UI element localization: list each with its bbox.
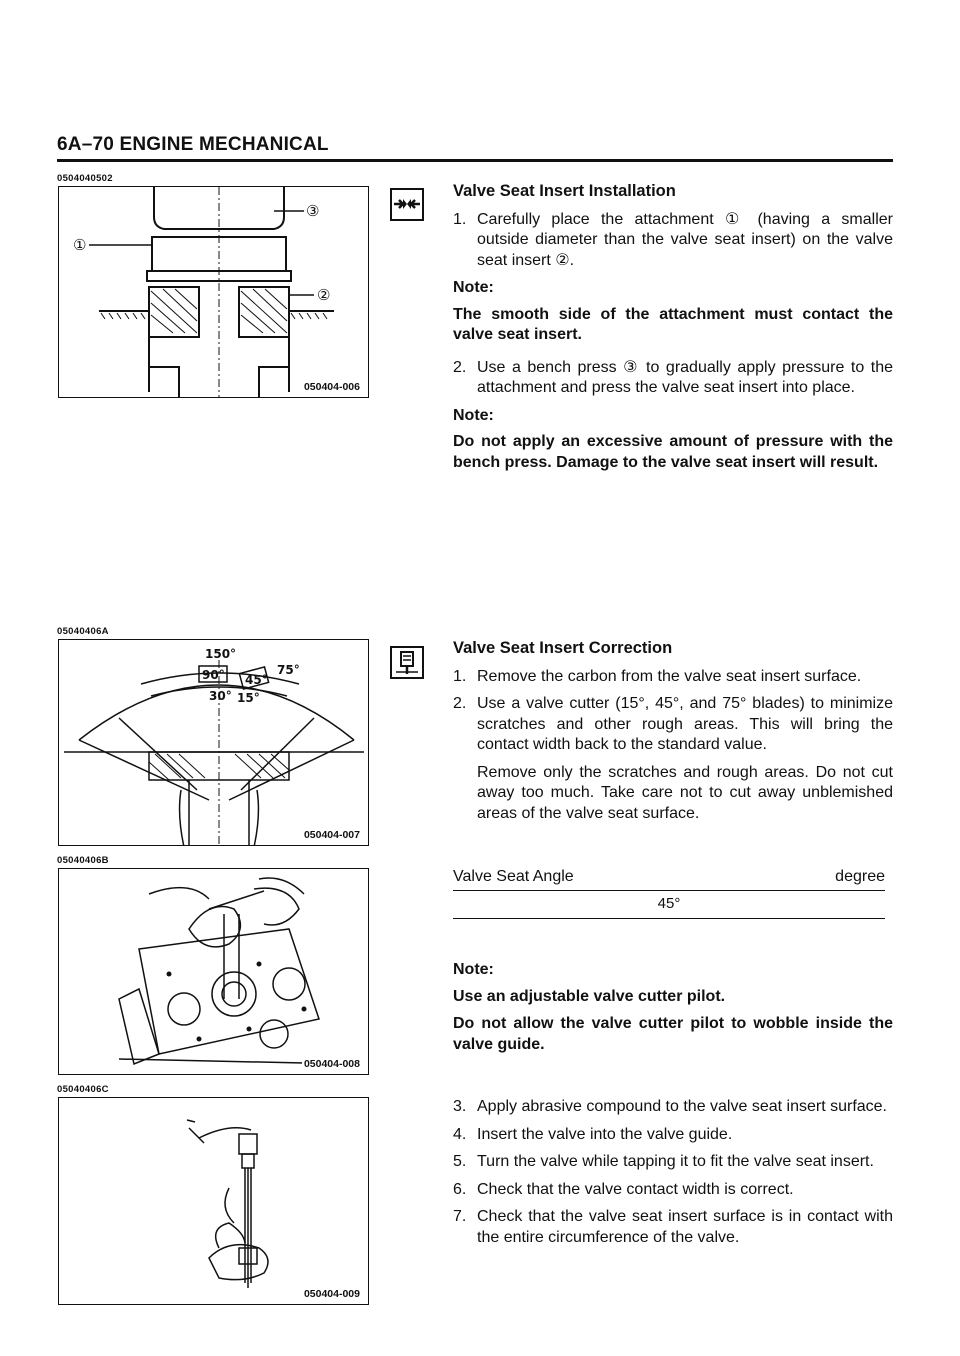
note-label: Note: [453,406,494,424]
figure-1-number: 050404-006 [303,381,360,393]
step-text: Apply abrasive compound to the valve seat insert surface. [477,1098,887,1115]
correction-step-3 [453,1097,893,1118]
correction-step-4 [453,1125,893,1146]
angle-30: 30° [209,689,232,703]
valve-lapping-illustration [59,1098,369,1305]
figure-1-press-diagram [58,186,369,398]
step-text: Turn the valve while tapping it to fit the valve seat insert. [477,1153,874,1170]
page-header: 6A–70 ENGINE MECHANICAL [57,134,329,155]
cylinder-head-illustration [59,869,369,1075]
step-number: 1. [453,210,467,228]
figure-4-code: 05040406C [57,1084,109,1095]
header-rule [57,159,893,162]
spec-header-row [453,868,885,891]
figure-3-cutter-in-head [58,868,369,1075]
step-text: Carefully place the attachment ① (having a smaller outside diameter than the valve seat insert) on the valve seat insert ②. [477,210,893,269]
correction-step-5 [453,1152,893,1173]
note-label: Note: [453,279,494,296]
callout-2: ② [317,286,331,304]
angle-150: 150° [205,647,237,661]
spec-label: Valve Seat Angle [453,868,574,885]
installation-title: Valve Seat Insert Installation [453,182,676,200]
correction-title: Valve Seat Insert Correction [453,639,673,657]
step-text: Use a bench press ③ to gradually apply pressure to the attachment and press the valve seat insert into place. [477,358,893,396]
figure-2-number: 050404-007 [303,829,360,841]
figure-2-cutter-angles [58,639,369,846]
step-text: Check that the valve contact width is correct. [477,1180,794,1198]
angle-90: 90° [202,668,225,682]
spec-unit: degree [835,868,885,885]
press-attachment-diagram [59,187,369,398]
step-number: 2. [453,695,467,712]
step-number: 3. [453,1098,467,1115]
install-arrows-icon [390,188,424,221]
correction-notes [453,958,893,1067]
note-label: Note: [453,961,494,978]
step-text: Use a valve cutter (15°, 45°, and 75° blades) to minimize scratches and other rough areas. This will bring the contact width back to the standard value. [477,695,893,753]
figure-2-code: 05040406A [57,626,109,637]
correction-step-2 [453,694,893,756]
installation-step-1 [453,210,893,272]
note-text: Use an adjustable valve cutter pilot. [453,987,726,1005]
step-number: 1. [453,667,467,685]
installation-step-2 [453,358,893,399]
correction-step-7 [453,1207,893,1248]
correction-more-steps [453,1097,893,1255]
step-number: 5. [453,1153,467,1170]
note-text: Do not allow the valve cutter pilot to wobble inside the valve guide. [453,1015,893,1053]
valve-seat-angle-table [453,868,885,919]
correction-step-2-paragraph: Remove only the scratches and rough areas. Do not cut away too much. Take care not to cut away unblemished areas of the valve seat surface. [477,763,893,822]
angle-45: 45° [245,673,268,687]
figure-3-number: 050404-008 [303,1058,360,1070]
installation-section [453,181,893,485]
figure-3-code: 05040406B [57,855,109,866]
cutter-tool-icon [390,646,424,679]
step-number: 7. [453,1208,467,1225]
figure-1-code: 0504040502 [57,173,113,184]
callout-1: ① [73,236,87,254]
step-text: Check that the valve seat insert surface is in contact with the entire circumference of the valve. [477,1208,893,1246]
note-text: The smooth side of the attachment must contact the valve seat insert. [453,305,893,343]
figure-4-number: 050404-009 [303,1288,360,1300]
step-number: 4. [453,1125,467,1143]
correction-step-6 [453,1180,893,1201]
step-text: Insert the valve into the valve guide. [477,1125,733,1143]
figure-4-lapping-valve [58,1097,369,1305]
step-number: 2. [453,358,467,376]
angle-15: 15° [237,691,260,705]
cutter-angle-diagram [59,640,369,846]
note-text: Do not apply an excessive amount of pressure with the bench press. Damage to the valve seat insert will result. [453,433,893,471]
spec-value: 45° [453,891,885,919]
callout-3: ③ [306,202,320,220]
correction-section [453,638,893,831]
step-number: 6. [453,1180,467,1198]
step-text: Remove the carbon from the valve seat insert surface. [477,667,862,685]
angle-75: 75° [277,663,300,677]
correction-step-1 [453,667,893,688]
